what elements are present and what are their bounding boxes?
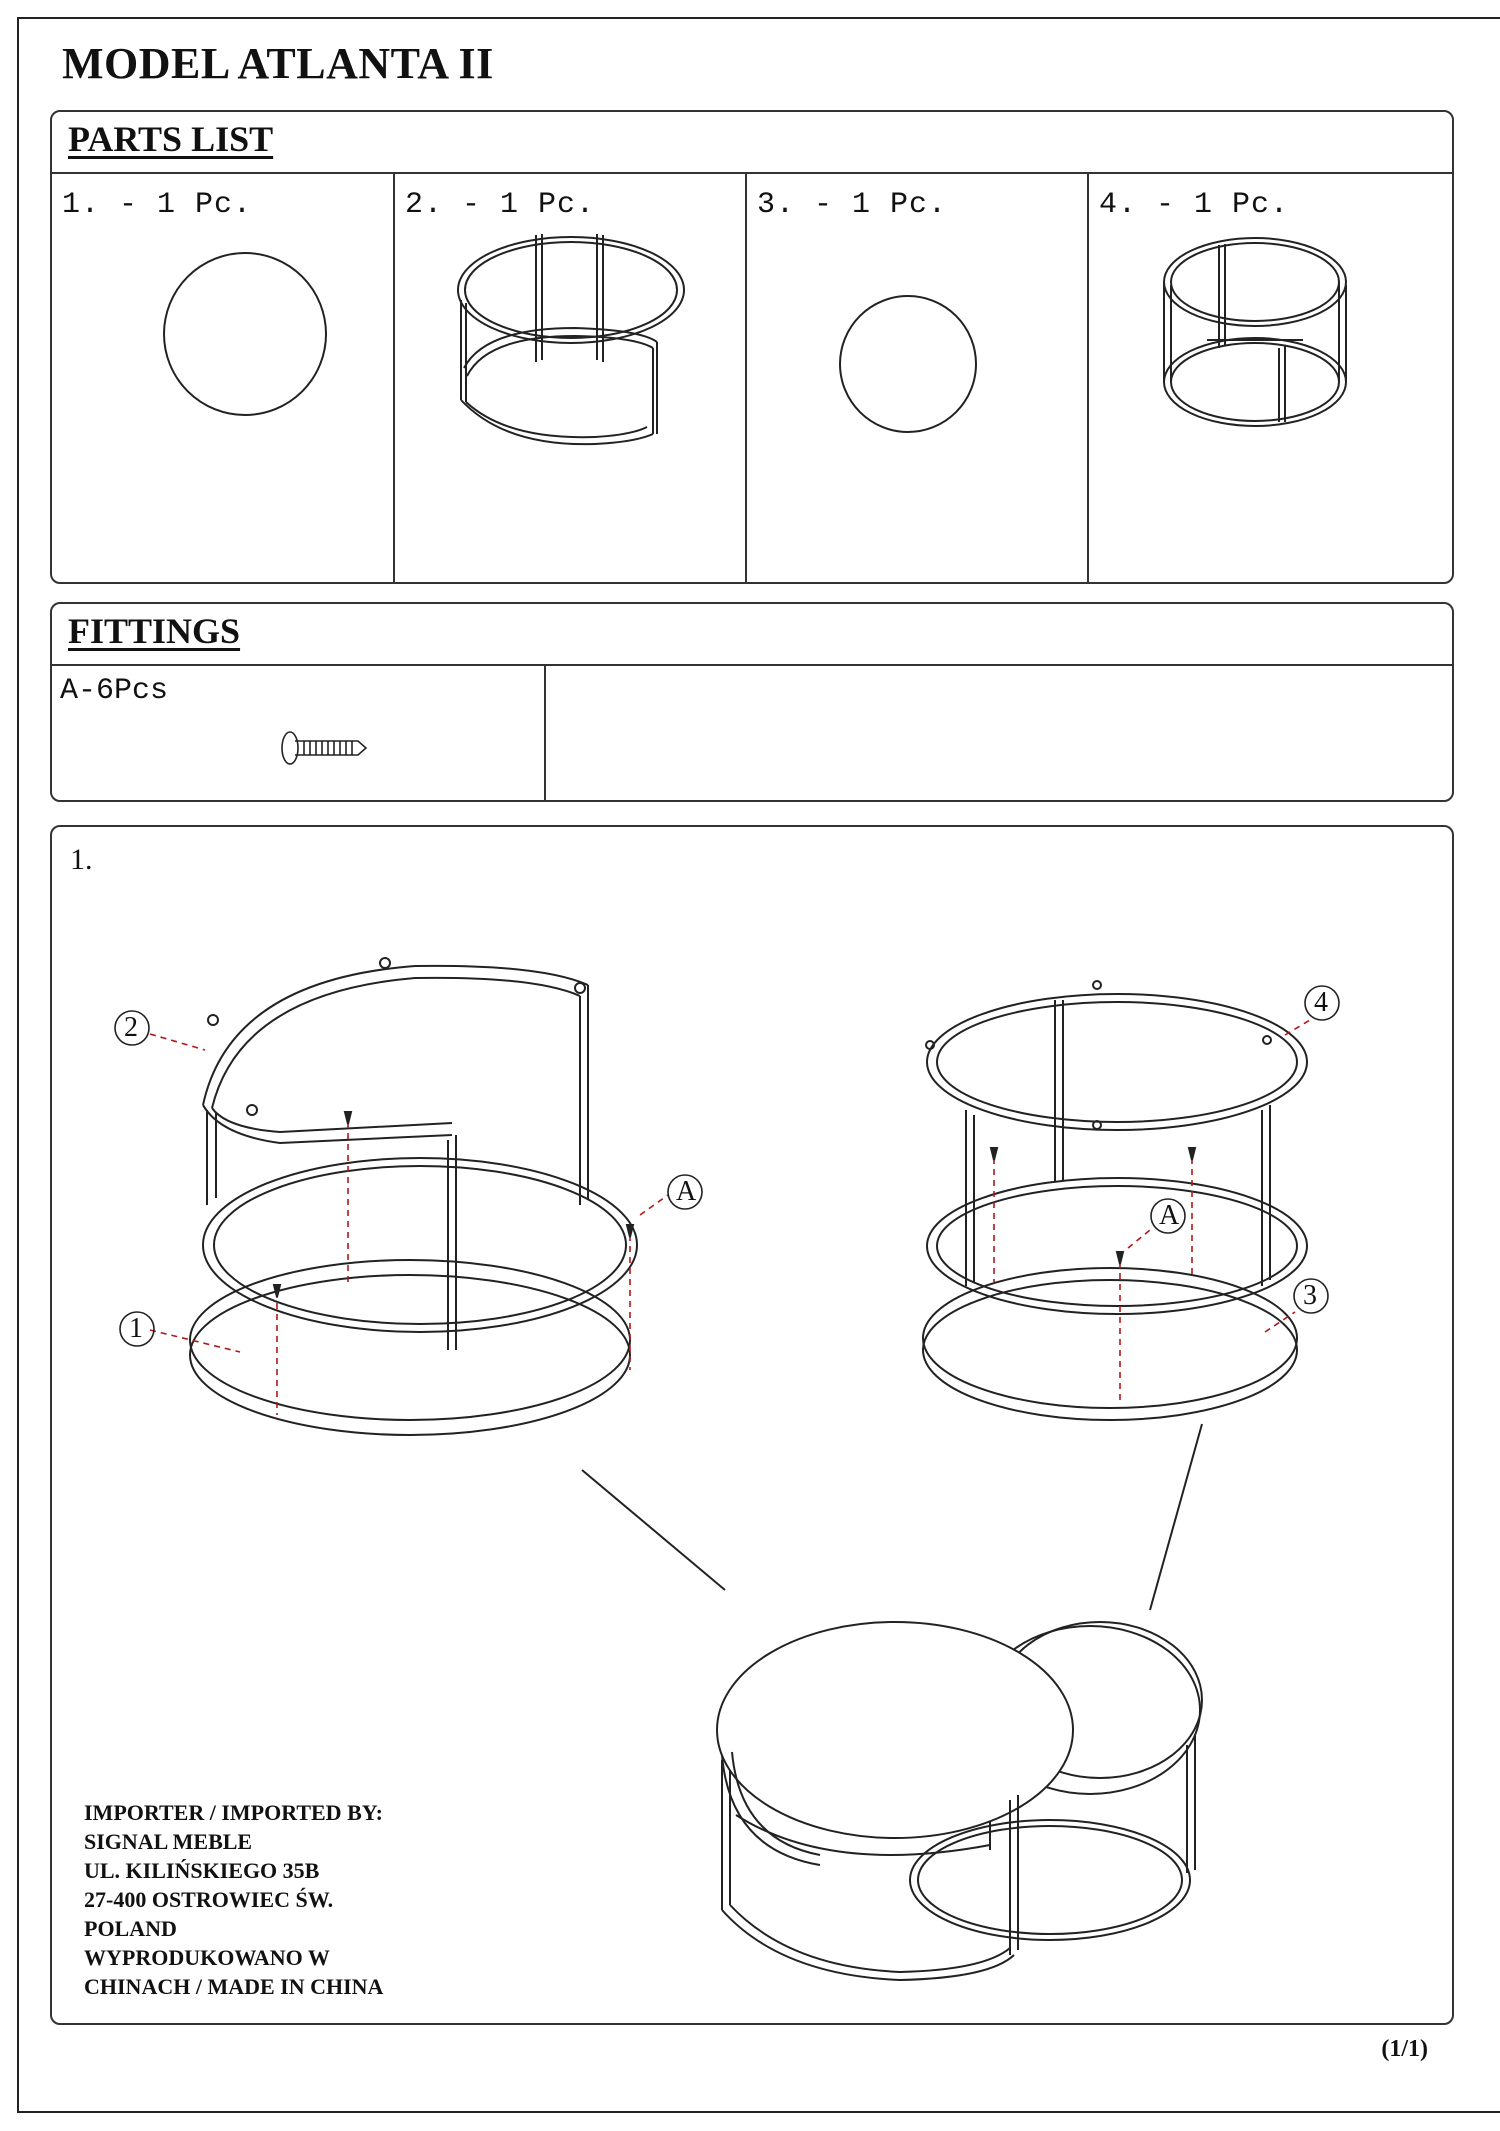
small-table-exploded-view — [923, 981, 1307, 1420]
callout-part-3: 3 — [1303, 1280, 1317, 1311]
assembled-nesting-tables — [717, 1622, 1202, 1980]
part-label-3: 3. - 1 Pc. — [757, 188, 948, 222]
page-number: (1/1) — [1381, 2036, 1428, 2062]
importer-line: 27-400 OSTROWIEC ŚW. — [84, 1887, 334, 1912]
importer-line: WYPRODUKOWANO W — [84, 1945, 330, 1970]
importer-line: POLAND — [84, 1916, 177, 1941]
callout-screw-a-left: A — [676, 1176, 697, 1207]
callout-screw-a-right: A — [1159, 1200, 1180, 1231]
pointer-line — [582, 1470, 725, 1590]
fittings-heading: FITTINGS — [68, 611, 241, 651]
fitting-label-a: A-6Pcs — [60, 674, 169, 708]
callout-part-1: 1 — [129, 1313, 143, 1344]
callout-part-2: 2 — [124, 1012, 138, 1043]
pointer-line — [1150, 1424, 1202, 1610]
callout-part-4: 4 — [1314, 987, 1328, 1018]
step-number: 1. — [70, 843, 93, 876]
parts-list-heading: PARTS LIST — [68, 119, 274, 159]
importer-line: CHINACH / MADE IN CHINA — [84, 1974, 384, 1999]
importer-line: UL. KILIŃSKIEGO 35B — [84, 1858, 320, 1883]
importer-info — [84, 1798, 383, 2001]
large-table-exploded-view — [190, 958, 637, 1435]
importer-line: SIGNAL MEBLE — [84, 1829, 253, 1854]
left-dashed-guides — [150, 1034, 668, 1415]
part-label-4: 4. - 1 Pc. — [1099, 188, 1290, 222]
importer-line: IMPORTER / IMPORTED BY: — [84, 1800, 383, 1825]
part-label-2: 2. - 1 Pc. — [405, 188, 596, 222]
part-label-1: 1. - 1 Pc. — [62, 188, 253, 222]
page-title: MODEL ATLANTA II — [62, 39, 494, 88]
